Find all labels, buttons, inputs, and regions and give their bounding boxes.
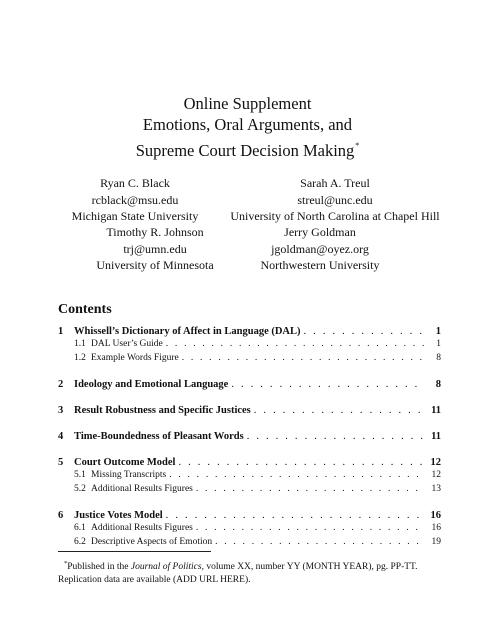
toc-page: 12 bbox=[431, 470, 441, 480]
toc-section bbox=[58, 509, 441, 549]
toc-page: 1 bbox=[435, 326, 441, 337]
toc-page: 19 bbox=[431, 536, 441, 547]
toc-number: 5.2 bbox=[74, 483, 86, 494]
toc-subsection-entry[interactable] bbox=[58, 522, 441, 536]
author-name: Sarah A. Treul bbox=[300, 176, 370, 190]
toc-section bbox=[58, 378, 441, 391]
title-line-2: Emotions, Oral Arguments, and bbox=[142, 115, 353, 134]
toc-title: Additional Results Figures bbox=[91, 483, 193, 494]
author-affiliation: Northwestern University bbox=[260, 258, 380, 272]
toc-title: Time-Boundedness of Pleasant Words bbox=[74, 431, 244, 442]
toc-number: 5.1 bbox=[74, 470, 86, 480]
author-email: rcblack@msu.edu bbox=[91, 192, 179, 207]
toc-title: Result Robustness and Specific Justices bbox=[74, 405, 251, 416]
toc-subsection-entry[interactable] bbox=[58, 483, 441, 497]
toc-leader bbox=[166, 338, 424, 352]
toc-page: 11 bbox=[431, 405, 441, 416]
toc-section-entry[interactable] bbox=[58, 404, 441, 417]
toc-leader bbox=[231, 378, 424, 391]
footnote-text-after: , volume XX, number YY (MONTH YEAR), pg. PP-TT. bbox=[201, 562, 418, 572]
toc-page: 16 bbox=[431, 523, 441, 533]
author-block bbox=[40, 175, 230, 225]
toc-section bbox=[58, 325, 441, 365]
toc-section-entry[interactable] bbox=[58, 430, 441, 443]
author-email: streul@unc.edu bbox=[297, 192, 373, 207]
author-name: Ryan C. Black bbox=[100, 176, 170, 190]
footnote-line-1 bbox=[58, 557, 442, 574]
footnote-line-2: Replication data are available (ADD URL HERE). bbox=[58, 575, 251, 585]
toc-title: Whissell’s Dictionary of Affect in Language (DAL) bbox=[74, 326, 301, 337]
toc-leader bbox=[254, 404, 424, 417]
toc-page: 1 bbox=[436, 339, 441, 349]
toc-number: 6 bbox=[58, 510, 64, 521]
toc-leader bbox=[196, 522, 424, 536]
footnote-divider bbox=[58, 551, 211, 552]
toc-title: Example Words Figure bbox=[91, 352, 179, 363]
toc-section bbox=[58, 456, 441, 496]
toc-page: 11 bbox=[431, 431, 441, 442]
toc-leader bbox=[247, 430, 424, 443]
toc-leader bbox=[182, 352, 424, 366]
toc-title: Justice Votes Model bbox=[74, 510, 163, 521]
author-affiliation: University of Minnesota bbox=[96, 258, 214, 272]
toc-title: DAL User’s Guide bbox=[91, 339, 163, 349]
toc-section-entry[interactable] bbox=[58, 378, 441, 391]
toc-number: 6.2 bbox=[74, 536, 86, 547]
toc-leader bbox=[196, 483, 424, 497]
toc-page: 8 bbox=[435, 379, 441, 390]
author-email: trj@umn.edu bbox=[123, 241, 187, 256]
footnote-journal: Journal of Politics bbox=[130, 562, 202, 572]
title-line-1: Online Supplement bbox=[183, 94, 312, 113]
footnote-text-before: Published in the bbox=[67, 562, 131, 572]
toc-title: Additional Results Figures bbox=[91, 523, 193, 533]
author-email: jgoldman@oyez.org bbox=[271, 241, 369, 256]
author-block bbox=[245, 224, 395, 274]
title-line-3-text: Supreme Court Decision Making bbox=[135, 141, 355, 160]
toc-section-entry[interactable] bbox=[58, 325, 441, 338]
toc-leader bbox=[304, 325, 424, 338]
toc-page: 8 bbox=[436, 352, 441, 363]
toc-number: 1.1 bbox=[74, 339, 86, 349]
toc-title: Missing Transcripts bbox=[91, 470, 167, 480]
toc-leader bbox=[166, 509, 424, 522]
toc-section-entry[interactable] bbox=[58, 509, 441, 522]
toc-number: 4 bbox=[58, 431, 64, 442]
footnote-mark: * bbox=[64, 560, 68, 567]
toc-leader bbox=[215, 536, 424, 550]
toc-subsection-entry[interactable] bbox=[58, 536, 441, 550]
document-title bbox=[0, 93, 495, 161]
toc-leader bbox=[169, 469, 424, 483]
toc-number: 2 bbox=[58, 379, 64, 390]
toc-section bbox=[58, 404, 441, 417]
author-name: Jerry Goldman bbox=[284, 225, 356, 239]
toc-page: 16 bbox=[430, 510, 441, 521]
table-of-contents bbox=[58, 325, 441, 562]
toc-title: Ideology and Emotional Language bbox=[74, 379, 229, 390]
author-affiliation: University of North Carolina at Chapel Hill bbox=[230, 209, 440, 223]
toc-title: Court Outcome Model bbox=[74, 457, 176, 468]
toc-section-entry[interactable] bbox=[58, 456, 441, 469]
author-block bbox=[80, 224, 230, 274]
footnote bbox=[58, 557, 442, 587]
toc-subsection-entry[interactable] bbox=[58, 338, 441, 352]
toc-section bbox=[58, 430, 441, 443]
toc-subsection-entry[interactable] bbox=[58, 469, 441, 483]
author-block bbox=[220, 175, 450, 225]
toc-leader bbox=[178, 456, 424, 469]
title-line-3 bbox=[0, 135, 495, 161]
toc-number: 1 bbox=[58, 326, 64, 337]
toc-number: 6.1 bbox=[74, 523, 86, 533]
toc-page: 13 bbox=[431, 483, 441, 494]
author-affiliation: Michigan State University bbox=[71, 209, 199, 223]
toc-page: 12 bbox=[430, 457, 441, 468]
toc-subsection-entry[interactable] bbox=[58, 352, 441, 366]
title-footnote-mark: * bbox=[355, 141, 360, 150]
toc-number: 5 bbox=[58, 457, 64, 468]
toc-title: Descriptive Aspects of Emotion bbox=[91, 536, 213, 547]
contents-heading: Contents bbox=[58, 302, 112, 317]
author-name: Timothy R. Johnson bbox=[106, 225, 204, 239]
toc-number: 1.2 bbox=[74, 352, 86, 363]
toc-number: 3 bbox=[58, 405, 64, 416]
